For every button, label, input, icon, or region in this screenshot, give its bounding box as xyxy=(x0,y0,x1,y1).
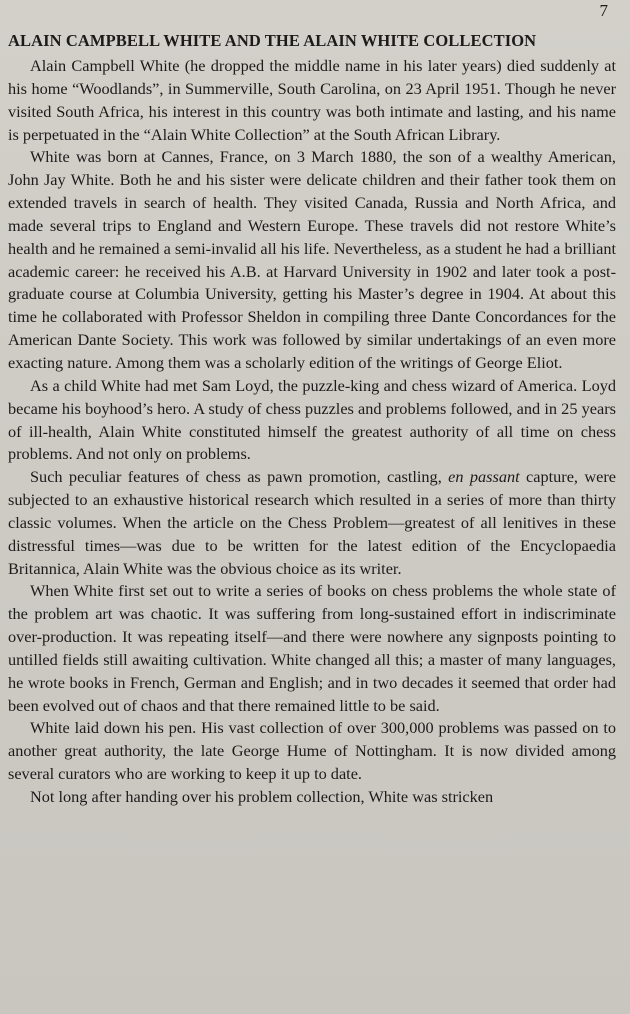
paragraph-problem-art: When White first set out to write a series of books on chess problems the whole state of the problem art was chaotic. It was suffering from long-sustained effort in indiscriminate over-production. It was repeating itself—and there were nowhere any signposts pointing to untilled fields still awaiting cultivation. White changed all this; a master of many languages, he wrote books in French, German and English; and in two decades it seemed that order had been evolved out of chaos and that there remained little to be said. xyxy=(8,581,616,715)
page-number: 7 xyxy=(599,1,608,20)
paragraph-sam-loyd: As a child White had met Sam Loyd, the puzzle-king and chess wizard of America. Loyd became his boyhood’s hero. A study of chess puzzles and problems followed, and in 25 years of ill-health, Alain White constituted himself the greatest authority of all time on chess problems. And not only on problems. xyxy=(8,375,616,464)
paragraph-text-before: Such peculiar features of chess as pawn promotion, castling, xyxy=(30,467,449,487)
paragraph-early-life: White was born at Cannes, France, on 3 March 1880, the son of a wealthy American, John Jay White. Both he and his sister were delicate children and their father took them on extended travels in search of health. They visited Canada, Russia and North Africa, and made several trips to England and Western Europe. These travels did not restore White’s health and he remained a semi-invalid all his life. Nevertheless, as a student he had a brilliant academic career: he received his A.B. at Harvard University in 1902 and later took a post-graduate course at Columbia University, getting his Master’s degree in 1904. At about this time he collaborated with Professor Sheldon in compiling three Dante Concordances for the American Dante Society. This work was followed by similar undertakings of an even more exacting nature. Among them was a scholarly edition of the writings of George Eliot. xyxy=(8,147,616,372)
chapter-heading: ALAIN CAMPBELL WHITE AND THE ALAIN WHITE COLLECTION xyxy=(8,31,537,50)
italic-term-en-passant: en passant xyxy=(448,467,520,487)
paragraph-chess-research xyxy=(8,466,616,580)
paragraph-text-after: capture, were subjected to an exhaustive historical research which resulted in a series of more than thirty classic volumes. When the article on the Chess Problem—greatest of all lenitives in these distressful times—was due to be written for the latest edition of the Encyclopaedia Britannica, Alain White was the obvious choice as its writer. xyxy=(8,467,616,578)
paragraph-collection: White laid down his pen. His vast collection of over 300,000 problems was passed on to another great authority, the late George Hume of Nottingham. It is now divided among several curators who are working to keep it up to date. xyxy=(8,718,616,784)
paragraph-final-line: Not long after handing over his problem collection, White was stricken xyxy=(30,787,494,806)
article-body xyxy=(8,55,616,809)
paragraph-death-notice: Alain Campbell White (he dropped the middle name in his later years) died suddenly at his home “Woodlands”, in Summerville, South Carolina, on 23 April 1951. Though he never visited South Africa, his interest in this country was both intimate and lasting, and his name is perpetuated in the “Alain White Collection” at the South African Library. xyxy=(8,56,616,144)
